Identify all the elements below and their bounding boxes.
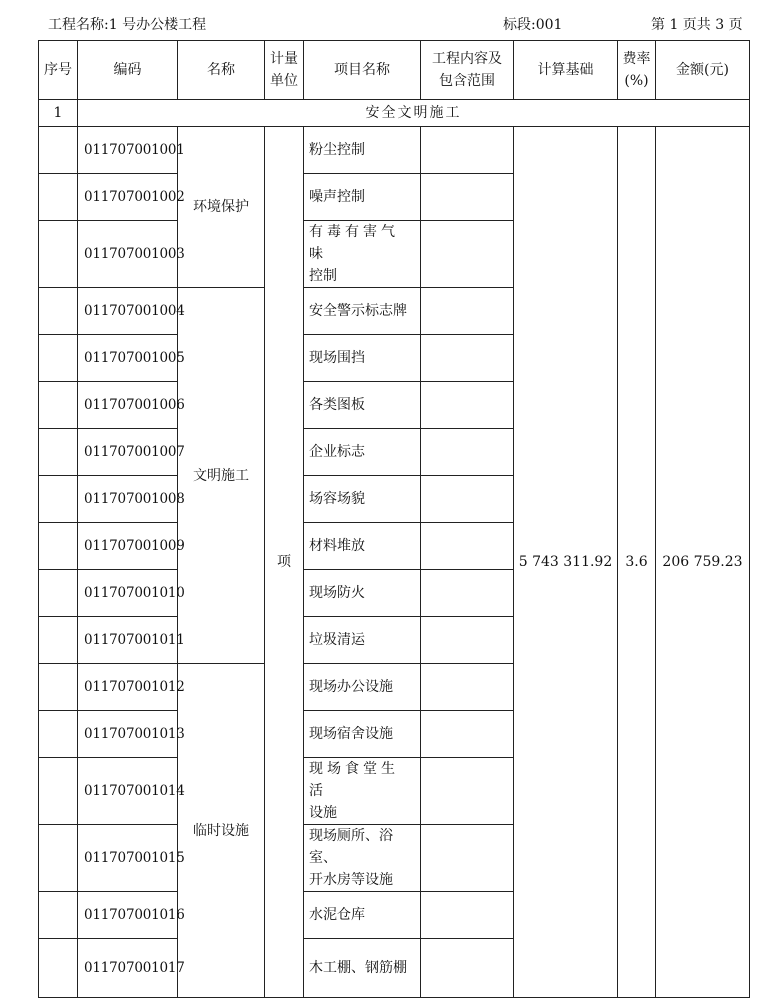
row-scope-cell: [421, 892, 514, 939]
rate-cell: 3.6: [618, 127, 656, 998]
row-code: 011707001003: [78, 221, 178, 288]
row-item: 企业标志: [304, 429, 421, 476]
row-seq-cell: [39, 825, 78, 892]
row-scope-cell: [421, 221, 514, 288]
col-rate-header: [618, 41, 656, 100]
row-code: 011707001005: [78, 335, 178, 382]
row-item: 水泥仓库: [304, 892, 421, 939]
row-item: 木工棚、钢筋棚: [304, 939, 421, 998]
row-code: 011707001015: [78, 825, 178, 892]
row-seq-cell: [39, 476, 78, 523]
col-unit-header-line1: 计量: [270, 51, 298, 67]
row-item: 安全警示标志牌: [304, 288, 421, 335]
row-item: 现场防火: [304, 570, 421, 617]
row-seq-cell: [39, 174, 78, 221]
row-code: 011707001011: [78, 617, 178, 664]
row-seq-cell: [39, 221, 78, 288]
col-scope-header-line2: 包含范围: [439, 73, 495, 89]
row-code: 011707001004: [78, 288, 178, 335]
row-code: 011707001001: [78, 127, 178, 174]
row-code: 011707001010: [78, 570, 178, 617]
row-code: 011707001012: [78, 664, 178, 711]
row-scope-cell: [421, 476, 514, 523]
row-item: 噪声控制: [304, 174, 421, 221]
row-item: [304, 758, 421, 825]
row-item-line1: 现场厕所、浴室、: [309, 828, 393, 866]
row-item: 垃圾清运: [304, 617, 421, 664]
row-seq-cell: [39, 382, 78, 429]
row-scope-cell: [421, 429, 514, 476]
row-item: 场容场貌: [304, 476, 421, 523]
document-header: [0, 10, 784, 36]
group-name-cell: 临时设施: [178, 664, 265, 998]
row-seq-cell: [39, 939, 78, 998]
row-code: 011707001009: [78, 523, 178, 570]
col-item-header: 项目名称: [304, 41, 421, 100]
row-scope-cell: [421, 939, 514, 998]
row-scope-cell: [421, 288, 514, 335]
row-item-line2: 设施: [309, 805, 337, 821]
row-item: 现场围挡: [304, 335, 421, 382]
row-scope-cell: [421, 382, 514, 429]
col-scope-header: [421, 41, 514, 100]
row-seq-cell: [39, 429, 78, 476]
row-item: 材料堆放: [304, 523, 421, 570]
group-name-cell: 环境保护: [178, 127, 265, 288]
col-seq-header: 序号: [39, 41, 78, 100]
row-item-line1: 有毒有害气味: [309, 224, 399, 262]
row-seq-cell: [39, 617, 78, 664]
row-code: 011707001013: [78, 711, 178, 758]
page-indicator: 第 1 页共 3 页: [651, 17, 743, 33]
base-cell: 5 743 311.92: [514, 127, 618, 998]
col-code-header: 编码: [78, 41, 178, 100]
row-scope-cell: [421, 825, 514, 892]
row-scope-cell: [421, 711, 514, 758]
row-scope-cell: [421, 127, 514, 174]
section-seq: 1: [39, 100, 78, 127]
col-base-header: 计算基础: [514, 41, 618, 100]
row-item: [304, 221, 421, 288]
col-amount-header: 金额(元): [656, 41, 750, 100]
row-code: 011707001017: [78, 939, 178, 998]
amount-cell: 206 759.23: [656, 127, 750, 998]
section-number: 标段:001: [503, 17, 563, 33]
col-name-header: 名称: [178, 41, 265, 100]
row-scope-cell: [421, 617, 514, 664]
row-scope-cell: [421, 174, 514, 221]
row-scope-cell: [421, 758, 514, 825]
row-seq-cell: [39, 570, 78, 617]
unit-cell: 项: [265, 127, 304, 998]
row-item: 粉尘控制: [304, 127, 421, 174]
table-row: [39, 127, 750, 174]
row-seq-cell: [39, 758, 78, 825]
row-code: 011707001014: [78, 758, 178, 825]
row-scope-cell: [421, 523, 514, 570]
row-seq-cell: [39, 127, 78, 174]
row-item-line2: 开水房等设施: [309, 872, 393, 888]
row-seq-cell: [39, 664, 78, 711]
project-name: 工程名称:1 号办公楼工程: [48, 17, 207, 33]
row-seq-cell: [39, 892, 78, 939]
row-item-line1: 现场食堂生活: [309, 761, 399, 799]
row-seq-cell: [39, 523, 78, 570]
row-seq-cell: [39, 711, 78, 758]
group-name-cell: 文明施工: [178, 288, 265, 664]
row-code: 011707001006: [78, 382, 178, 429]
row-item-line2: 控制: [309, 268, 337, 284]
row-scope-cell: [421, 664, 514, 711]
col-rate-header-line1: 费率: [622, 51, 651, 67]
col-unit-header-line2: 单位: [270, 73, 298, 89]
col-rate-header-line2: (%): [624, 73, 649, 89]
row-seq-cell: [39, 335, 78, 382]
measure-fee-table: [38, 40, 750, 998]
row-scope-cell: [421, 335, 514, 382]
table-header-row: [39, 41, 750, 100]
col-unit-header: [265, 41, 304, 100]
section-row: [39, 100, 750, 127]
row-code: 011707001016: [78, 892, 178, 939]
row-item: 现场办公设施: [304, 664, 421, 711]
row-item: [304, 825, 421, 892]
row-item: 现场宿舍设施: [304, 711, 421, 758]
row-code: 011707001007: [78, 429, 178, 476]
row-seq-cell: [39, 288, 78, 335]
row-code: 011707001002: [78, 174, 178, 221]
row-item: 各类图板: [304, 382, 421, 429]
col-scope-header-line1: 工程内容及: [432, 51, 502, 67]
row-scope-cell: [421, 570, 514, 617]
section-title: 安全文明施工: [78, 100, 750, 127]
row-code: 011707001008: [78, 476, 178, 523]
